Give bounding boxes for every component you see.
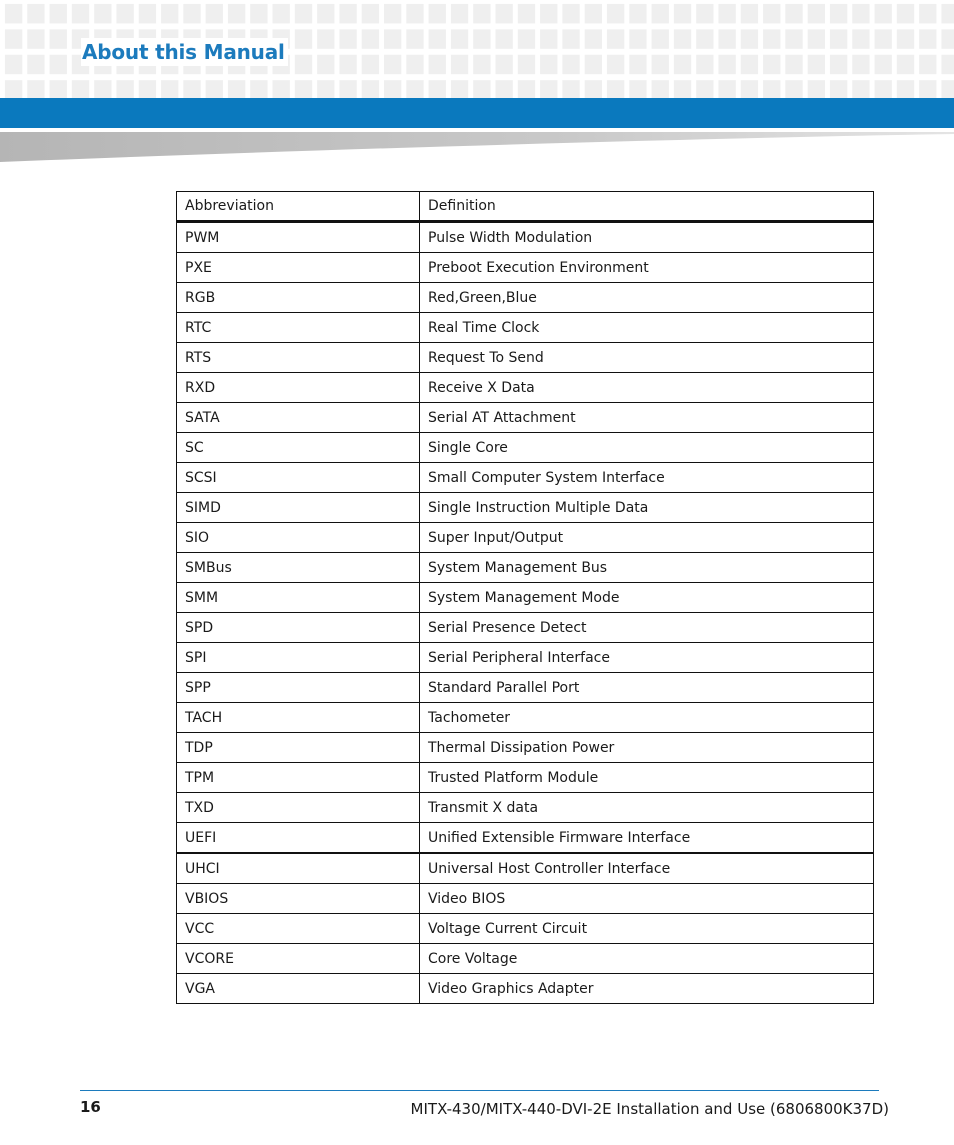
table-row	[177, 823, 874, 854]
abbreviation-cell: SPI	[177, 643, 420, 673]
table-row	[177, 313, 874, 343]
table-row	[177, 433, 874, 463]
definition-cell: Trusted Platform Module	[420, 763, 874, 793]
abbreviation-cell: VCORE	[177, 944, 420, 974]
footer-document-title: MITX-430/MITX-440-DVI-2E Installation and Use (6806800K37D)	[410, 1100, 889, 1118]
table-row	[177, 853, 874, 884]
abbreviation-cell: SIMD	[177, 493, 420, 523]
definition-cell: Small Computer System Interface	[420, 463, 874, 493]
definition-cell: Universal Host Controller Interface	[420, 853, 874, 884]
table-row	[177, 703, 874, 733]
definition-cell: Real Time Clock	[420, 313, 874, 343]
table-row	[177, 523, 874, 553]
definition-cell: System Management Bus	[420, 553, 874, 583]
abbreviation-cell: SPP	[177, 673, 420, 703]
definition-cell: Unified Extensible Firmware Interface	[420, 823, 874, 854]
table-row	[177, 373, 874, 403]
abbreviation-cell: SC	[177, 433, 420, 463]
table-row	[177, 583, 874, 613]
abbreviation-cell: UEFI	[177, 823, 420, 854]
table-row	[177, 493, 874, 523]
abbreviation-table	[176, 191, 874, 1004]
definition-cell: Single Instruction Multiple Data	[420, 493, 874, 523]
abbreviation-cell: SIO	[177, 523, 420, 553]
abbreviation-cell: VBIOS	[177, 884, 420, 914]
table-row	[177, 253, 874, 283]
abbreviation-cell: TXD	[177, 793, 420, 823]
table-row	[177, 884, 874, 914]
table-row	[177, 643, 874, 673]
abbreviation-cell: RGB	[177, 283, 420, 313]
page-title: About this Manual	[81, 38, 288, 66]
definition-cell: Thermal Dissipation Power	[420, 733, 874, 763]
definition-cell: Serial AT Attachment	[420, 403, 874, 433]
table-row	[177, 403, 874, 433]
abbreviation-cell: SMBus	[177, 553, 420, 583]
table-row	[177, 222, 874, 253]
definition-cell: Tachometer	[420, 703, 874, 733]
definition-cell: Receive X Data	[420, 373, 874, 403]
page-number: 16	[80, 1098, 101, 1116]
abbreviation-cell: SPD	[177, 613, 420, 643]
definition-cell: Transmit X data	[420, 793, 874, 823]
column-header-definition: Definition	[420, 192, 874, 222]
definition-cell: System Management Mode	[420, 583, 874, 613]
abbreviation-cell: RTS	[177, 343, 420, 373]
table-row	[177, 974, 874, 1004]
abbreviation-cell: SMM	[177, 583, 420, 613]
abbreviation-cell: VCC	[177, 914, 420, 944]
abbreviation-cell: VGA	[177, 974, 420, 1004]
table-row	[177, 914, 874, 944]
definition-cell: Single Core	[420, 433, 874, 463]
abbreviation-table-wrapper	[176, 191, 873, 1004]
definition-cell: Preboot Execution Environment	[420, 253, 874, 283]
abbreviation-cell: PWM	[177, 222, 420, 253]
definition-cell: Standard Parallel Port	[420, 673, 874, 703]
abbreviation-cell: TACH	[177, 703, 420, 733]
abbreviation-cell: SCSI	[177, 463, 420, 493]
definition-cell: Voltage Current Circuit	[420, 914, 874, 944]
table-row	[177, 283, 874, 313]
table-body	[177, 222, 874, 1004]
table-row	[177, 553, 874, 583]
abbreviation-cell: TPM	[177, 763, 420, 793]
table-row	[177, 613, 874, 643]
definition-cell: Video Graphics Adapter	[420, 974, 874, 1004]
header-blue-band	[0, 98, 954, 128]
definition-cell: Request To Send	[420, 343, 874, 373]
abbreviation-cell: SATA	[177, 403, 420, 433]
table-row	[177, 343, 874, 373]
table-row	[177, 944, 874, 974]
definition-cell: Serial Presence Detect	[420, 613, 874, 643]
table-row	[177, 763, 874, 793]
abbreviation-cell: TDP	[177, 733, 420, 763]
column-header-abbreviation: Abbreviation	[177, 192, 420, 222]
table-row	[177, 463, 874, 493]
definition-cell: Video BIOS	[420, 884, 874, 914]
table-row	[177, 673, 874, 703]
footer-rule	[80, 1090, 879, 1091]
definition-cell: Red,Green,Blue	[420, 283, 874, 313]
table-row	[177, 733, 874, 763]
definition-cell: Super Input/Output	[420, 523, 874, 553]
table-row	[177, 793, 874, 823]
abbreviation-cell: RTC	[177, 313, 420, 343]
abbreviation-cell: UHCI	[177, 853, 420, 884]
abbreviation-cell: RXD	[177, 373, 420, 403]
abbreviation-cell: PXE	[177, 253, 420, 283]
definition-cell: Core Voltage	[420, 944, 874, 974]
definition-cell: Pulse Width Modulation	[420, 222, 874, 253]
table-header-row	[177, 192, 874, 222]
definition-cell: Serial Peripheral Interface	[420, 643, 874, 673]
header-gray-swoosh	[0, 130, 954, 164]
